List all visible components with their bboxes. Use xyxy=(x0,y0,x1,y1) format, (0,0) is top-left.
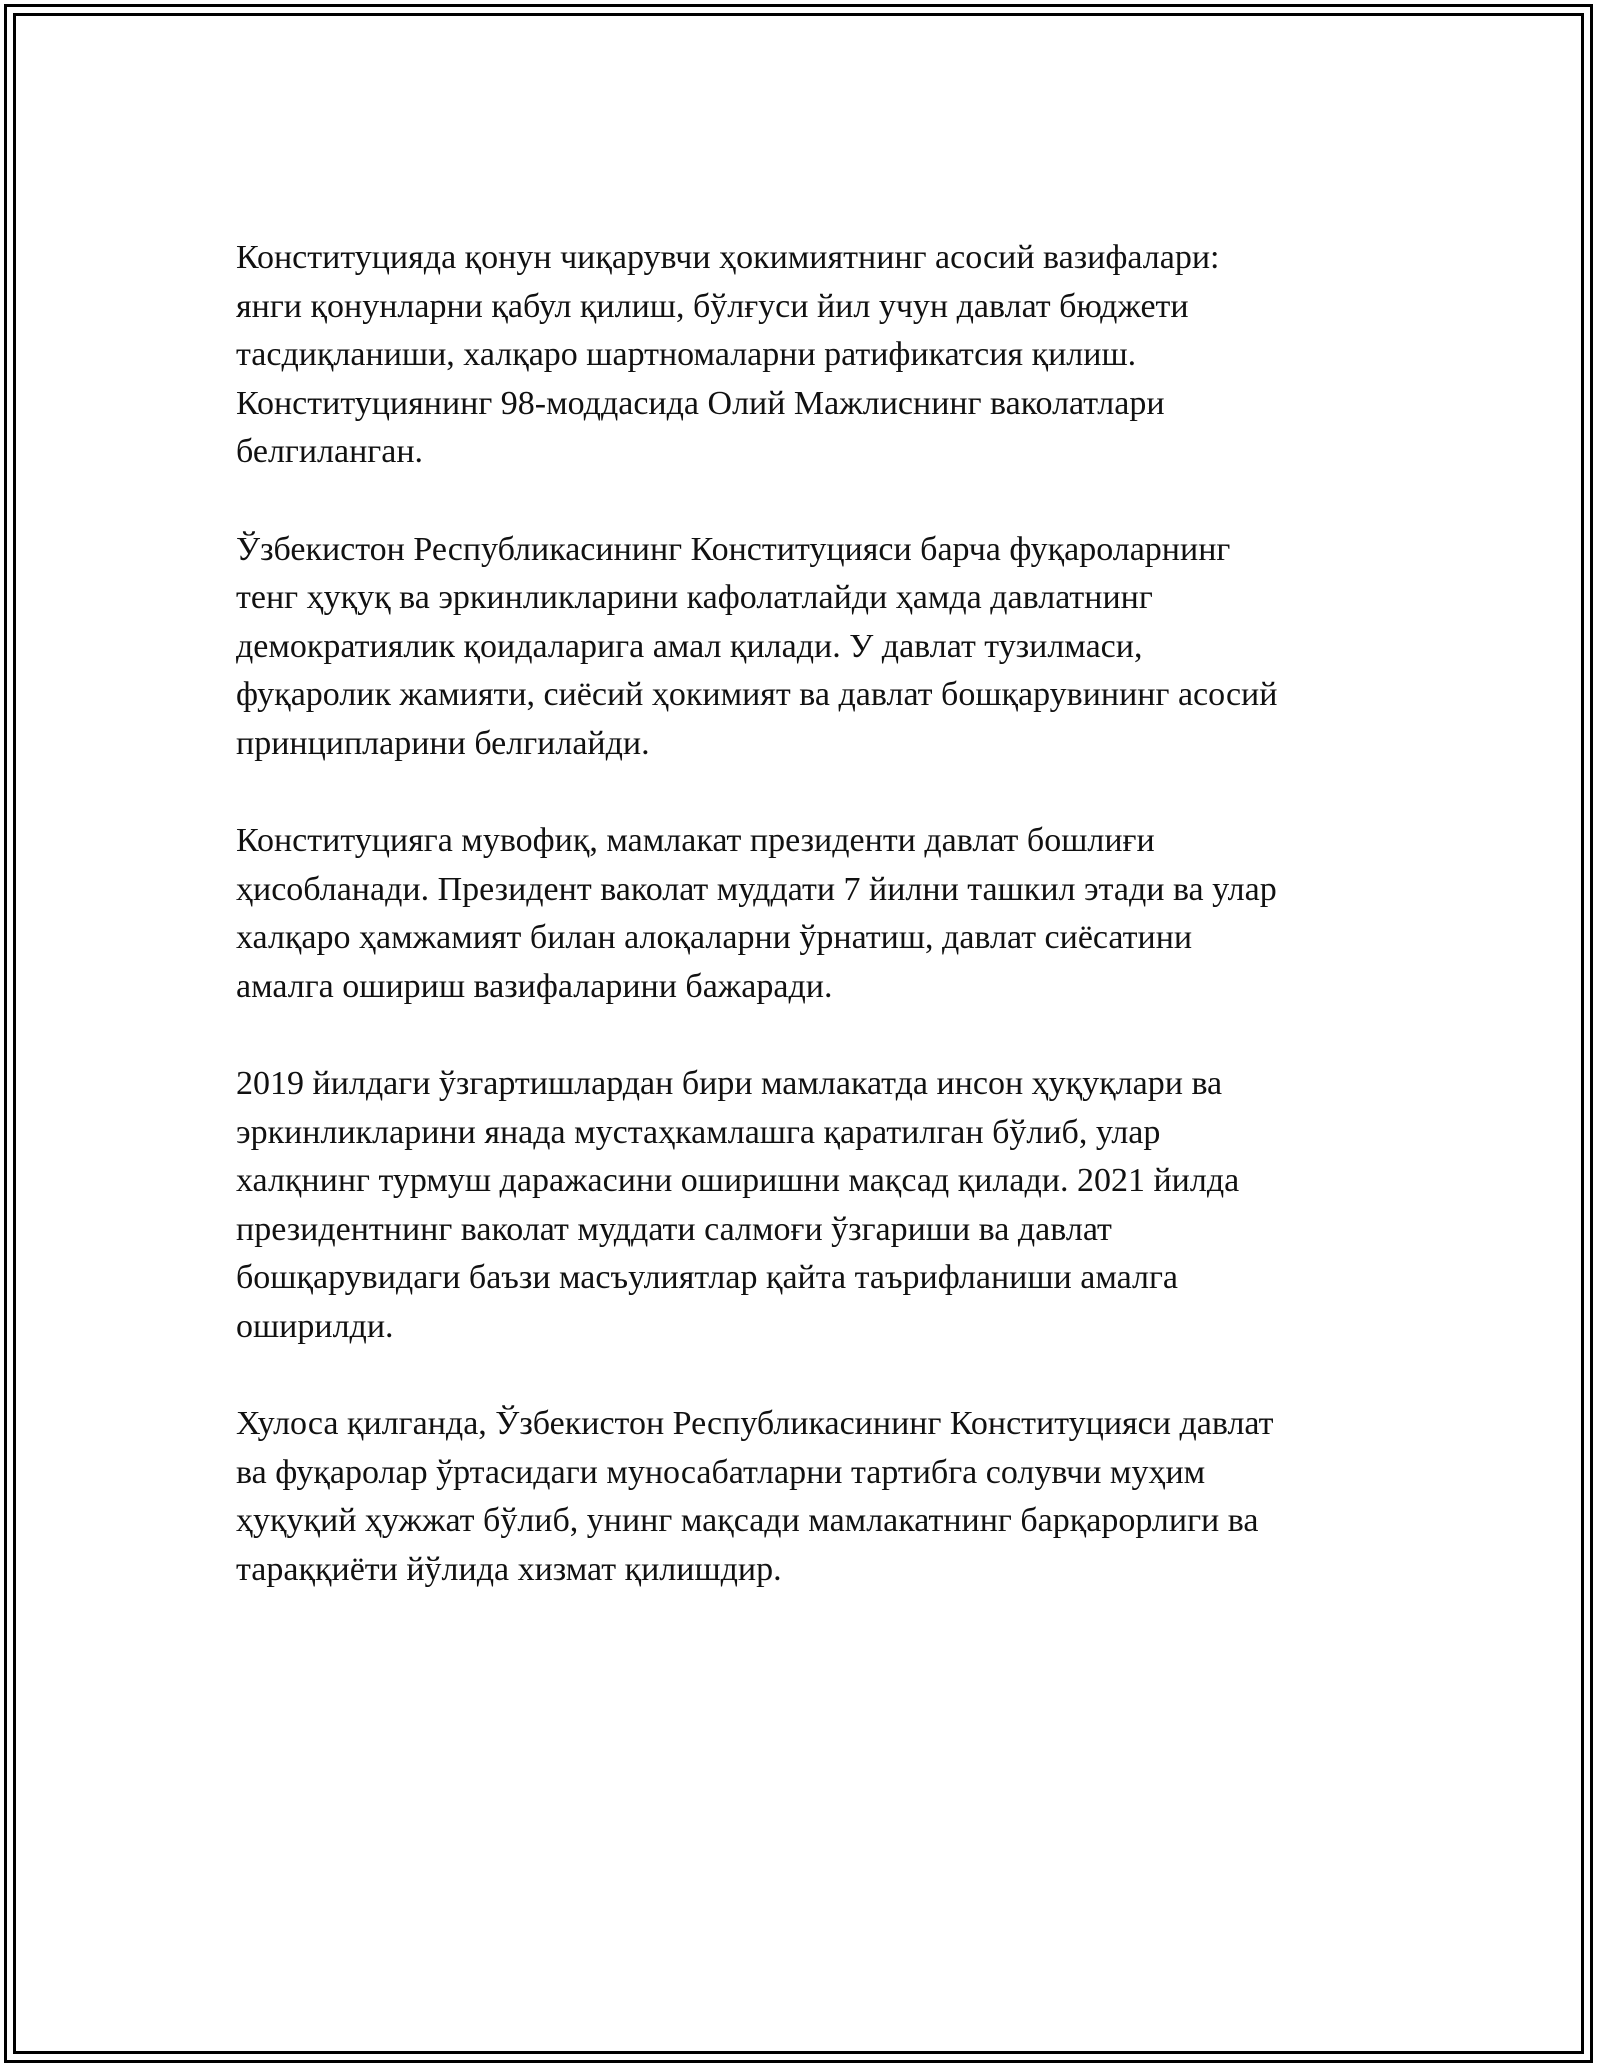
text-line: оширилди. xyxy=(236,1307,394,1345)
text-line: тасдиқланиши, халқаро шартномаларни ратификатсия қилиш. xyxy=(236,336,1137,373)
text-line: фуқаролик жамияти, сиёсий ҳокимият ва давлат бошқарувининг асосий xyxy=(236,676,1278,713)
text-line: 2019 йилдаги ўзгартишлардан бири мамлакатда инсон ҳуқуқлари ва xyxy=(236,1065,1223,1102)
paragraph xyxy=(236,1400,1386,1594)
text-line: Хулоса қилганда, Ўзбекистон Республикасининг Конституцияси давлат xyxy=(236,1405,1274,1442)
text-line: ва фуқаролар ўртасидаги муносабатларни тартибга солувчи муҳим xyxy=(236,1453,1206,1491)
text-line: бошқарувидаги баъзи масъулиятлар қайта таърифланиши амалга xyxy=(236,1259,1179,1296)
paragraph xyxy=(236,526,1386,769)
text-line: халқнинг турмуш даражасини оширишни мақсад қилади. 2021 йилда xyxy=(236,1162,1240,1199)
text-line: эркинликларини янада мустаҳкамлашга қаратилган бўлиб, улар xyxy=(236,1113,1161,1151)
text-line: халқаро ҳамжамият билан алоқаларни ўрнатиш, давлат сиёсатини xyxy=(236,919,1193,956)
text-line: амалга ошириш вазифаларини бажаради. xyxy=(236,967,833,1005)
text-line: демократиялик қоидаларига амал қилади. У давлат тузилмаси, xyxy=(236,627,1143,665)
text-line: тараққиёти йўлида хизмат қилишдир. xyxy=(236,1550,782,1588)
text-line: Ўзбекистон Республикасининг Конституцияси барча фуқароларнинг xyxy=(236,530,1231,568)
text-line: тенг ҳуқуқ ва эркинликларини кафолатлайди ҳамда давлатнинг xyxy=(236,579,1153,616)
text-line: принципларини белгилайди. xyxy=(236,724,650,762)
text-line: янги қонунларни қабул қилиш, бўлғуси йил учун давлат бюджети xyxy=(236,287,1189,325)
paragraph xyxy=(236,1060,1386,1351)
document-body xyxy=(236,234,1386,1643)
paragraph xyxy=(236,234,1386,477)
text-line: Конституцияда қонун чиқарувчи ҳокимиятнинг асосий вазифалари: xyxy=(236,239,1220,276)
text-line: белгиланган. xyxy=(236,433,424,470)
paragraph xyxy=(236,817,1386,1011)
text-line: ҳуқуқий ҳужжат бўлиб, унинг мақсади мамлакатнинг барқарорлиги ва xyxy=(236,1502,1259,1539)
text-line: Конституцияга мувофиқ, мамлакат президенти давлат бошлиғи xyxy=(236,822,1155,859)
text-line: Конституциянинг 98-моддасида Олий Мажлиснинг ваколатлари xyxy=(236,384,1165,422)
text-line: ҳисобланади. Президент ваколат муддати 7 йилни ташкил этади ва улар xyxy=(236,870,1277,908)
text-line: президентнинг ваколат муддати салмоғи ўзгариши ва давлат xyxy=(236,1210,1112,1248)
